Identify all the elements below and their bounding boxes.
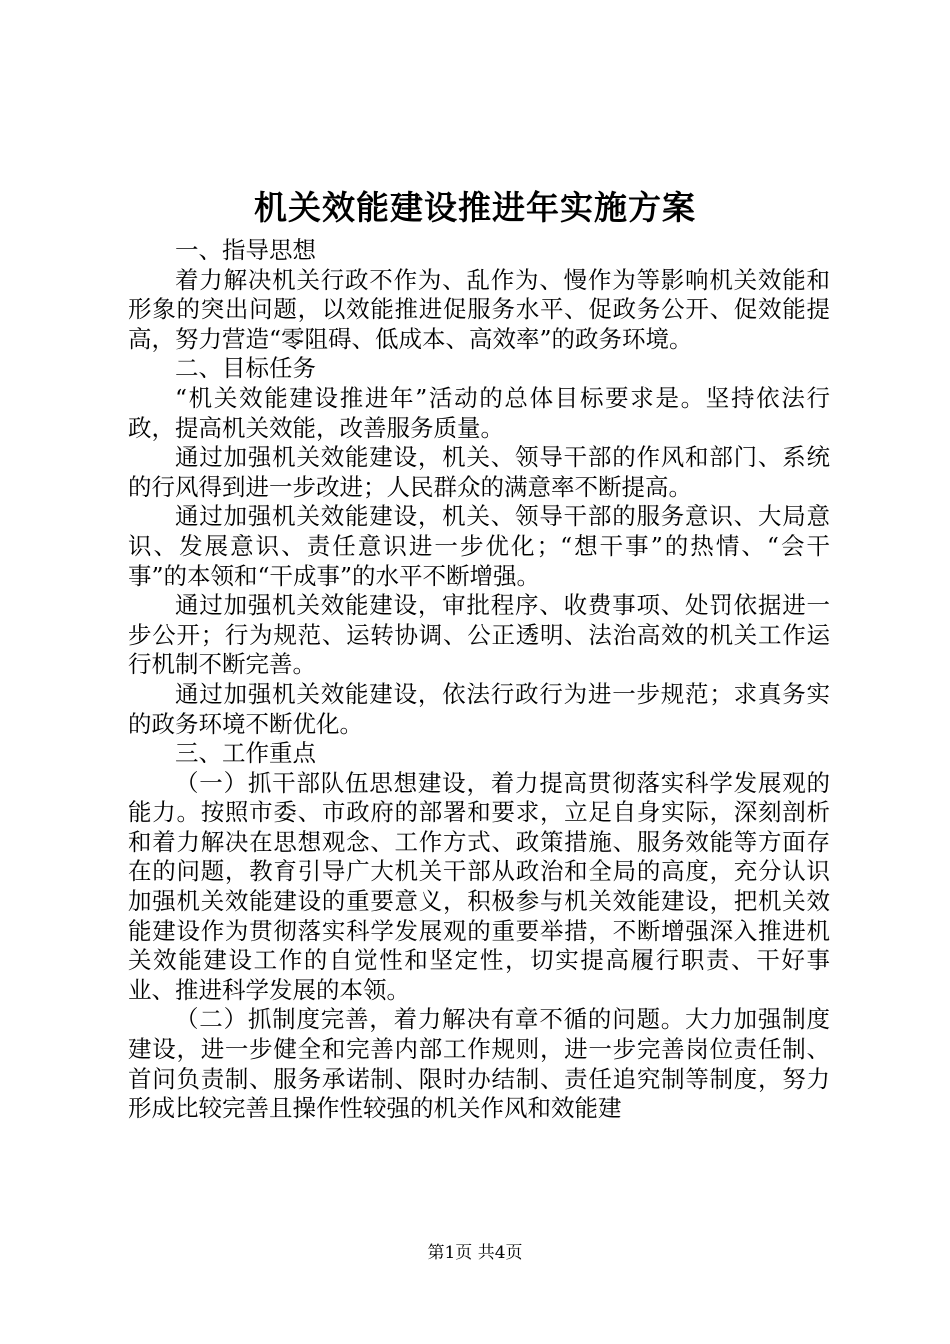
paragraph: （二）抓制度完善，着力解决有章不循的问题。大力加强制度建设，进一步健全和完善内部工作规则，进一步完善岗位责任制、首问负责制、服务承诺制、限时办结制、责任追究制等制度，努力形成比较完善且操作性较强的机关作风和效能建 (128, 1005, 830, 1123)
section-heading-goals: 二、目标任务 (175, 354, 316, 383)
document-title: 机关效能建设推进年实施方案 (254, 188, 696, 227)
section-heading-key-work: 三、工作重点 (175, 739, 316, 768)
paragraph: 通过加强机关效能建设，依法行政行为进一步规范；求真务实的政务环境不断优化。 (128, 679, 830, 738)
paragraph: 着力解决机关行政不作为、乱作为、慢作为等影响机关效能和形象的突出问题，以效能推进促服务水平、促政务公开、促效能提高，努力营造“零阻碍、低成本、高效率”的政务环境。 (128, 265, 830, 353)
paragraph: “机关效能建设推进年”活动的总体目标要求是。坚持依法行政，提高机关效能，改善服务质量。 (128, 383, 830, 442)
paragraph: （一）抓干部队伍思想建设，着力提高贯彻落实科学发展观的能力。按照市委、市政府的部署和要求，立足自身实际，深刻剖析和着力解决在思想观念、工作方式、政策措施、服务效能等方面存在的问题，教育引导广大机关干部从政治和全局的高度，充分认识加强机关效能建设的重要意义，积极参与机关效能建设，把机关效能建设作为贯彻落实科学发展观的重要举措，不断增强深入推进机关效能建设工作的自觉性和坚定性，切实提高履行职责、干好事业、推进科学发展的本领。 (128, 768, 830, 1004)
document-body (128, 236, 830, 1124)
page-number-footer: 第1页 共4页 (427, 1243, 523, 1263)
paragraph: 通过加强机关效能建设，机关、领导干部的作风和部门、系统的行风得到进一步改进；人民群众的满意率不断提高。 (128, 443, 830, 501)
paragraph: 通过加强机关效能建设，审批程序、收费事项、处罚依据进一步公开；行为规范、运转协调、公正透明、法治高效的机关工作运行机制不断完善。 (128, 591, 830, 679)
section-heading-guiding-ideology: 一、指导思想 (175, 236, 316, 264)
paragraph: 通过加强机关效能建设，机关、领导干部的服务意识、大局意识、发展意识、责任意识进一步优化；“想干事”的热情、“会干事”的本领和“干成事”的水平不断增强。 (128, 502, 830, 590)
